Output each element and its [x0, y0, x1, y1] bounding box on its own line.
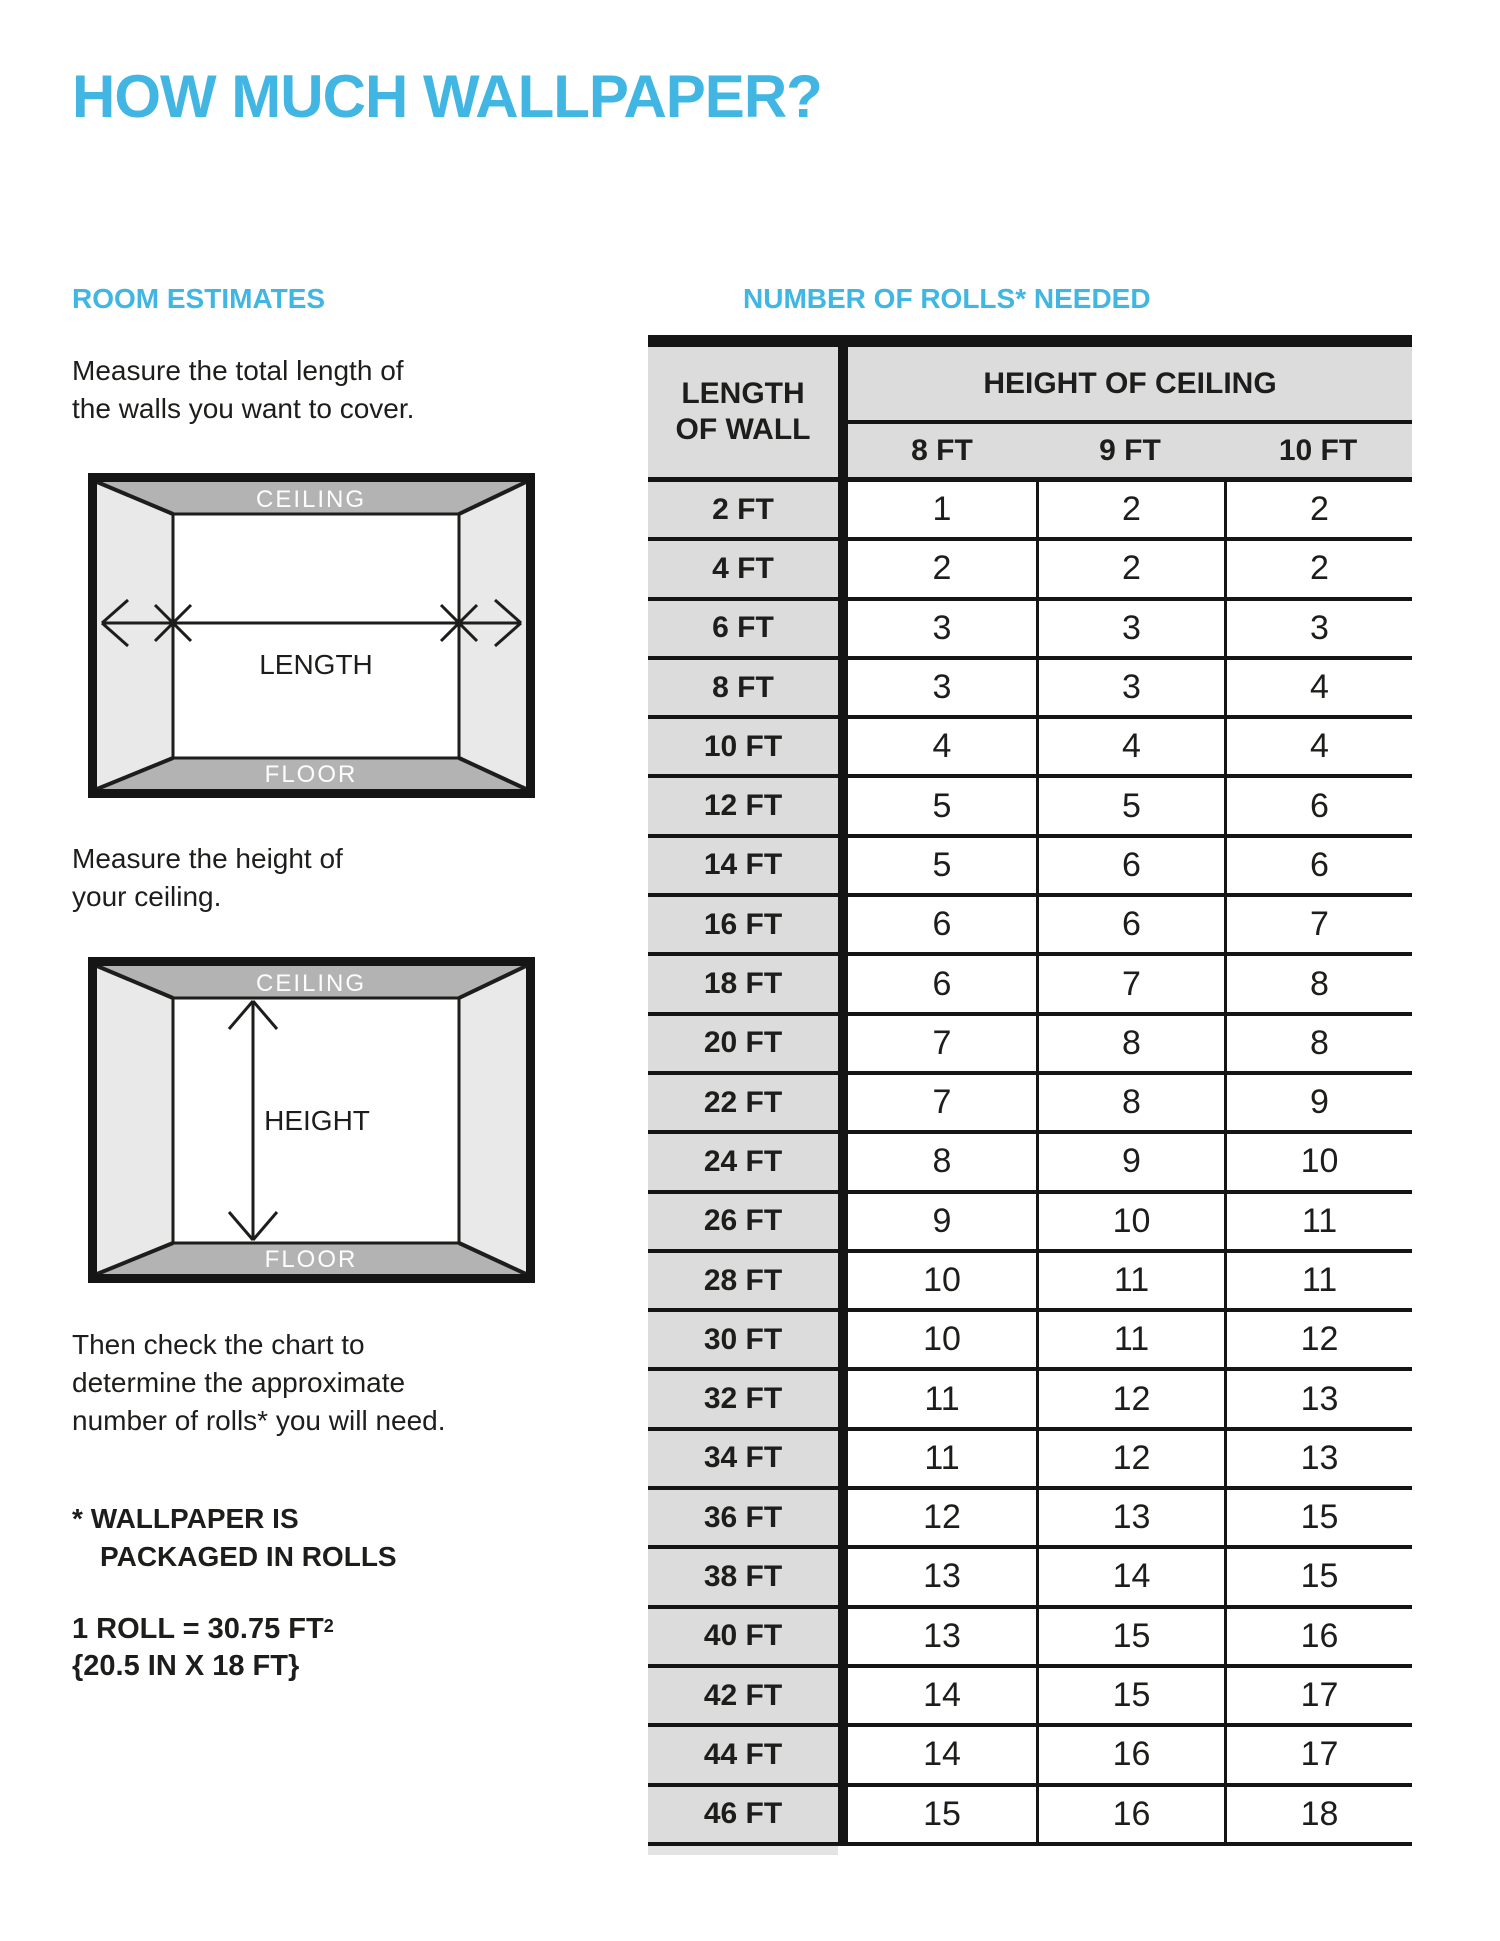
table-cell: 4: [1224, 719, 1412, 774]
row-header: 34 FT: [648, 1431, 848, 1486]
table-cell: 10: [848, 1312, 1036, 1367]
row-header: 10 FT: [648, 719, 848, 774]
roll-area-text: 1 ROLL = 30.75 FT: [72, 1613, 324, 1645]
table-body: [648, 482, 1412, 1846]
table-row: [648, 1371, 1412, 1430]
page-title: HOW MUCH WALLPAPER?: [72, 63, 822, 130]
table-row: [648, 778, 1412, 837]
corner-header-line2: OF WALL: [675, 413, 811, 446]
step3-line1: Then check the chart to: [72, 1329, 365, 1360]
row-header: 2 FT: [648, 482, 848, 537]
table-row: [648, 601, 1412, 660]
row-header: 36 FT: [648, 1490, 848, 1545]
roll-area-superscript: 2: [323, 1616, 334, 1636]
ceiling-label: CEILING: [255, 486, 367, 513]
room-length-diagram: [88, 473, 535, 798]
ceiling-height-diagram: [88, 957, 535, 1283]
table-cell: 17: [1224, 1668, 1412, 1723]
step3-line3: number of rolls* you will need.: [72, 1405, 446, 1436]
length-label: LENGTH: [259, 649, 373, 680]
row-header: 18 FT: [648, 956, 848, 1011]
step1-text: [72, 352, 414, 428]
row-header: 26 FT: [648, 1194, 848, 1249]
table-cell: 5: [848, 778, 1036, 833]
table-cell: 7: [1036, 956, 1224, 1011]
table-cell: 3: [848, 601, 1036, 656]
table-cell: 8: [1036, 1016, 1224, 1071]
table-cell: 12: [1224, 1312, 1412, 1367]
table-row: [648, 1194, 1412, 1253]
table-cell: 15: [848, 1787, 1036, 1842]
step3-line2: determine the approximate: [72, 1367, 406, 1398]
step2-line2: your ceiling.: [72, 881, 222, 912]
table-cell: 6: [848, 897, 1036, 952]
row-header: 40 FT: [648, 1609, 848, 1664]
table-cell: 6: [1224, 838, 1412, 893]
table-cell: 3: [848, 660, 1036, 715]
table-row: [648, 1253, 1412, 1312]
row-header: 20 FT: [648, 1016, 848, 1071]
footnote-line1-text: WALLPAPER IS: [90, 1503, 299, 1534]
table-cell: 2: [1036, 482, 1224, 537]
row-header: 22 FT: [648, 1075, 848, 1130]
table-cell: 7: [848, 1016, 1036, 1071]
table-row: [648, 719, 1412, 778]
row-header: 6 FT: [648, 601, 848, 656]
table-row: [648, 1668, 1412, 1727]
step1-line1: Measure the total length of: [72, 355, 404, 386]
step2-line1: Measure the height of: [72, 843, 343, 874]
table-cell: 11: [1036, 1253, 1224, 1308]
table-cell: 2: [1224, 541, 1412, 596]
table-cell: 11: [1224, 1194, 1412, 1249]
left-wall: [97, 966, 173, 1274]
table-cell: 9: [1036, 1134, 1224, 1189]
footnote-line2: PACKAGED IN ROLLS: [100, 1541, 397, 1572]
table-row: [648, 838, 1412, 897]
table-cell: 16: [1224, 1609, 1412, 1664]
asterisk: *: [72, 1503, 83, 1534]
table-cell: 11: [1224, 1253, 1412, 1308]
table-cell: 11: [1036, 1312, 1224, 1367]
right-wall: [459, 482, 526, 789]
table-cell: 12: [848, 1490, 1036, 1545]
table-cell: 16: [1036, 1727, 1224, 1782]
table-cell: 3: [1036, 601, 1224, 656]
table-cell: 7: [848, 1075, 1036, 1130]
table-bottom-shadow: [648, 1846, 838, 1855]
table-cell: 13: [848, 1549, 1036, 1604]
step2-text: [72, 840, 343, 916]
table-cell: 15: [1224, 1549, 1412, 1604]
table-cell: 15: [1224, 1490, 1412, 1545]
table-cell: 4: [848, 719, 1036, 774]
table-cell: 15: [1036, 1609, 1224, 1664]
table-cell: 9: [848, 1194, 1036, 1249]
table-cell: 5: [1036, 778, 1224, 833]
floor-label: FLOOR: [264, 761, 358, 788]
step3-text: [72, 1326, 446, 1440]
table-cell: 7: [1224, 897, 1412, 952]
step1-line2: the walls you want to cover.: [72, 393, 415, 424]
table-cell: 8: [848, 1134, 1036, 1189]
table-cell: 12: [1036, 1371, 1224, 1426]
table-cell: 2: [1224, 482, 1412, 537]
roll-area-line: [72, 1608, 334, 1648]
column-header-9ft: 9 FT: [1099, 433, 1161, 467]
table-cell: 4: [1036, 719, 1224, 774]
table-cell: 10: [1224, 1134, 1412, 1189]
table-cell: 10: [1036, 1194, 1224, 1249]
table-cell: 10: [848, 1253, 1036, 1308]
ceiling-header-group: [848, 347, 1412, 482]
table-cell: 6: [1036, 897, 1224, 952]
row-header: 12 FT: [648, 778, 848, 833]
table-cell: 8: [1224, 956, 1412, 1011]
table-cell: 8: [1224, 1016, 1412, 1071]
height-label: HEIGHT: [264, 1105, 370, 1136]
table-cell: 14: [848, 1727, 1036, 1782]
corner-header-line1: LENGTH: [681, 377, 805, 410]
ceiling-height-columns: [848, 424, 1412, 482]
row-header: 24 FT: [648, 1134, 848, 1189]
table-row: [648, 1134, 1412, 1193]
row-header: 44 FT: [648, 1727, 848, 1782]
row-header: 32 FT: [648, 1371, 848, 1426]
table-row: [648, 1431, 1412, 1490]
roll-size-info: [72, 1608, 334, 1685]
table-row: [648, 1016, 1412, 1075]
table-row: [648, 1787, 1412, 1846]
column-header-10ft: 10 FT: [1278, 433, 1358, 467]
row-header: 42 FT: [648, 1668, 848, 1723]
table-cell: 2: [1036, 541, 1224, 596]
table-cell: 3: [1224, 601, 1412, 656]
rolls-needed-heading: NUMBER OF ROLLS* NEEDED: [743, 283, 1151, 314]
floor-label: FLOOR: [264, 1246, 358, 1273]
table-row: [648, 482, 1412, 541]
table-cell: 14: [848, 1668, 1036, 1723]
length-of-wall-header: [648, 347, 848, 482]
table-cell: 6: [1036, 838, 1224, 893]
table-row: [648, 956, 1412, 1015]
table-row: [648, 1490, 1412, 1549]
table-cell: 16: [1036, 1787, 1224, 1842]
table-cell: 5: [848, 838, 1036, 893]
row-header: 30 FT: [648, 1312, 848, 1367]
ceiling-label: CEILING: [255, 970, 367, 997]
table-cell: 6: [848, 956, 1036, 1011]
table-cell: 18: [1224, 1787, 1412, 1842]
table-row: [648, 1549, 1412, 1608]
table-cell: 13: [1224, 1431, 1412, 1486]
row-header: 28 FT: [648, 1253, 848, 1308]
table-cell: 2: [848, 541, 1036, 596]
right-wall: [459, 966, 526, 1274]
table-cell: 14: [1036, 1549, 1224, 1604]
height-of-ceiling-header: HEIGHT OF CEILING: [848, 347, 1412, 424]
room-estimates-heading: ROOM ESTIMATES: [72, 283, 326, 314]
table-row: [648, 1609, 1412, 1668]
table-cell: 11: [848, 1371, 1036, 1426]
table-row: [648, 541, 1412, 600]
footnote-line1: [72, 1500, 397, 1538]
table-row: [648, 1727, 1412, 1786]
table-cell: 11: [848, 1431, 1036, 1486]
table-cell: 4: [1224, 660, 1412, 715]
row-header: 8 FT: [648, 660, 848, 715]
table-cell: 9: [1224, 1075, 1412, 1130]
table-row: [648, 1075, 1412, 1134]
table-cell: 8: [1036, 1075, 1224, 1130]
table-cell: 6: [1224, 778, 1412, 833]
table-cell: 17: [1224, 1727, 1412, 1782]
table-cell: 13: [848, 1609, 1036, 1664]
table-header: [648, 347, 1412, 482]
roll-dimensions-line: {20.5 IN X 18 FT}: [72, 1650, 300, 1682]
table-cell: 13: [1036, 1490, 1224, 1545]
table-cell: 15: [1036, 1668, 1224, 1723]
rolls-table: [648, 335, 1412, 1846]
row-header: 14 FT: [648, 838, 848, 893]
row-header: 16 FT: [648, 897, 848, 952]
table-cell: 3: [1036, 660, 1224, 715]
column-header-8ft: 8 FT: [911, 433, 973, 467]
row-header: 4 FT: [648, 541, 848, 596]
row-header: 38 FT: [648, 1549, 848, 1604]
table-cell: 12: [1036, 1431, 1224, 1486]
table-cell: 13: [1224, 1371, 1412, 1426]
table-row: [648, 660, 1412, 719]
wallpaper-rolls-footnote: [72, 1500, 397, 1576]
table-row: [648, 1312, 1412, 1371]
table-row: [648, 897, 1412, 956]
table-cell: 1: [848, 482, 1036, 537]
row-header: 46 FT: [648, 1787, 848, 1842]
back-wall: [173, 514, 459, 758]
